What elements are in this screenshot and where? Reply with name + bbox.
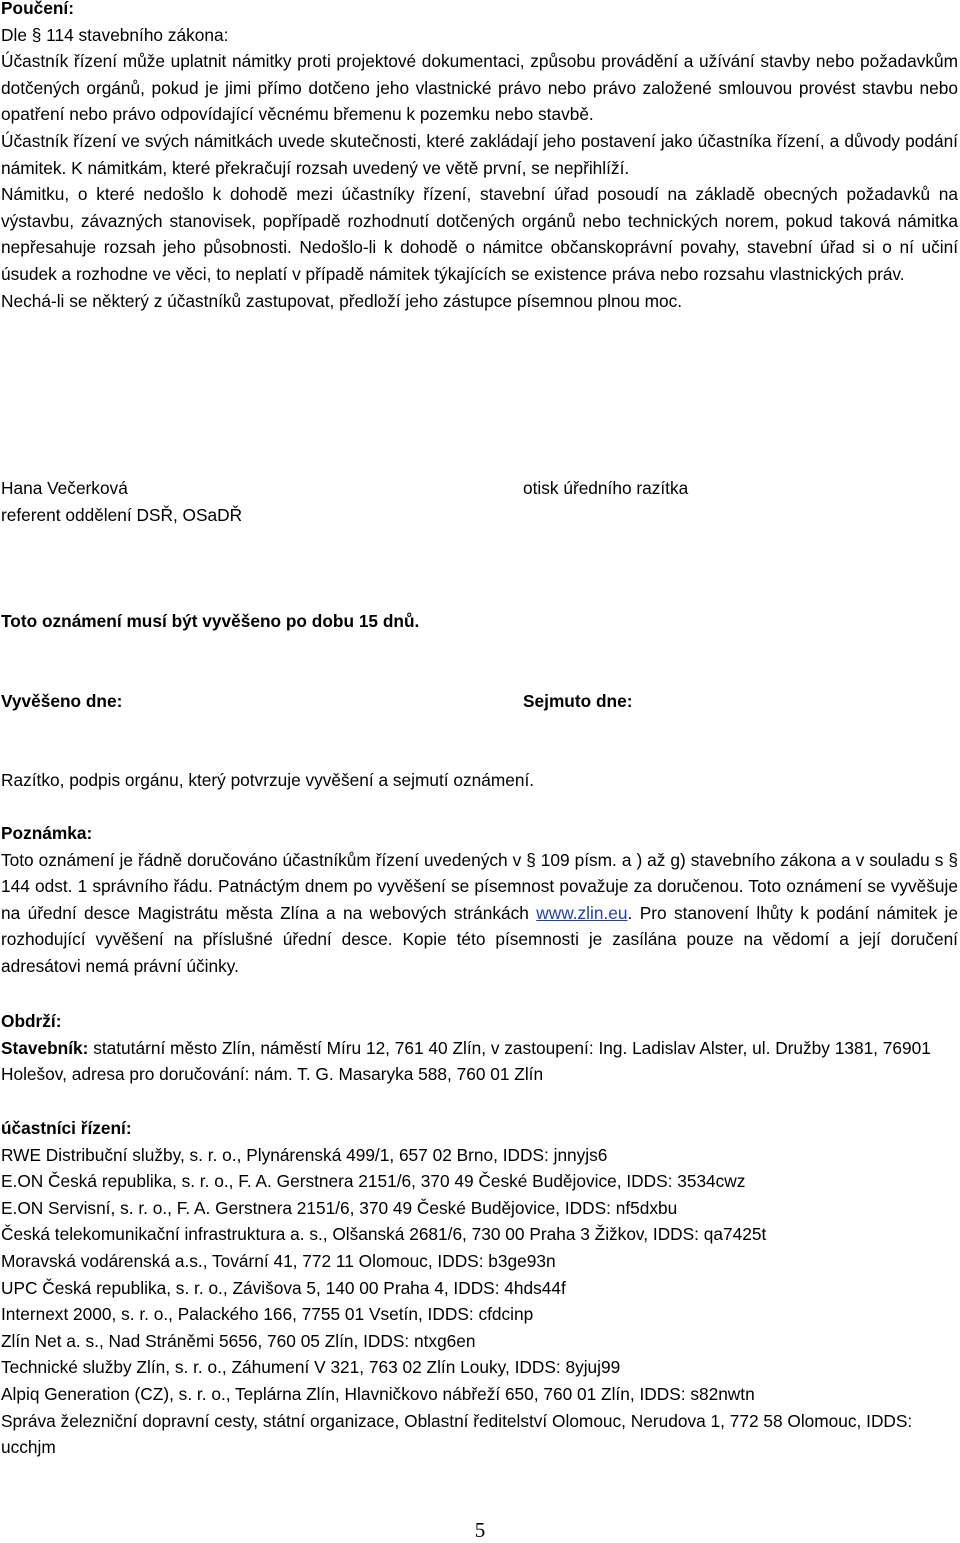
note-section: [1, 820, 958, 980]
signatory-role: referent oddělení DSŘ, OSaDŘ: [1, 504, 243, 525]
posting-duration-notice: Toto oznámení musí být vyvěšeno po dobu 15 dnů.: [1, 611, 420, 631]
builder-label: Stavebník:: [1, 1037, 89, 1058]
participant-item: Zlín Net a. s., Nad Stráněmi 5656, 760 05 Zlín, IDDS: ntxg6en: [1, 1330, 476, 1351]
recipients-section: [1, 1008, 958, 1088]
instructions-paragraph-2: Účastník řízení ve svých námitkách uvede skutečnosti, které zakládají jeho postavení jako účastníka řízení, a důvody podání námitek. K námitkám, které překračují rozsah uvedený ve větě první, se nepřihlíží.: [1, 130, 958, 178]
participant-item: UPC Česká republika, s. r. o., Závišova 5, 140 00 Praha 4, IDDS: 4hds44f: [1, 1277, 566, 1298]
law-reference: Dle § 114 stavebního zákona:: [1, 24, 229, 45]
stamp-note-block: [1, 767, 958, 794]
participants-section: [1, 1115, 958, 1461]
note-text-start: Toto oznámení je řádně doručováno účastníkům řízení uvedených v § 109 písm. a ) až g) stavebního zákona a v souladu s § 144 odst. 1 správního řádu. Patnáctým dnem po vyvěšení se písemnost považuje za doručenou. Toto oznámení se vyvěšuje na úřední desce Magistrátu města Zlína a na webových stránkách: [1, 849, 958, 923]
participant-item: Alpiq Generation (CZ), s. r. o., Teplárna Zlín, Hlavničkovo nábřeží 650, 760 01 Zlín, IDDS: s82nwtn: [1, 1383, 755, 1404]
note-heading: Poznámka:: [1, 823, 93, 843]
signatory-name: Hana Večerková: [1, 478, 128, 498]
participant-item: Správa železniční dopravní cesty, státní organizace, Oblastní ředitelství Olomouc, Nerudova 1, 772 58 Olomouc, IDDS: ucchjm: [1, 1410, 913, 1458]
website-link[interactable]: www.zlin.eu: [536, 902, 628, 923]
recipients-heading: Obdrží:: [1, 1011, 62, 1031]
instructions-paragraph-1: Účastník řízení může uplatnit námitky proti projektové dokumentaci, způsobu provádění a užívání stavby nebo požadavkům dotčených orgánů, pokud je jimi přímo dotčeno jeho vlastnické právo nebo právo založené smlouvou provést stavbu nebo opatření nebo právo odpovídající věcnému břemenu k pozemku nebo stavbě.: [1, 51, 958, 125]
removed-date-label: Sejmuto dne:: [523, 691, 633, 711]
participant-item: RWE Distribuční služby, s. r. o., Plynárenská 499/1, 657 02 Brno, IDDS: jnnyjs6: [1, 1144, 608, 1165]
participant-item: E.ON Česká republika, s. r. o., F. A. Gerstnera 2151/6, 370 49 České Budějovice, IDDS: 3534cwz: [1, 1171, 746, 1192]
participant-item: Internext 2000, s. r. o., Palackého 166, 7755 01 Vsetín, IDDS: cfdcinp: [1, 1304, 534, 1325]
signature-block: [1, 475, 958, 528]
note-text-end: . Pro stanovení lhůty k podání námitek je rozhodující vyvěšení na příslušné úřední desce. Kopie této písemnosti je zasílána pouze na vědomí a její doručení adresátovi nemá právní účinky.: [1, 902, 958, 976]
instructions-section: [1, 0, 958, 314]
participant-item: Moravská vodárenská a.s., Tovární 41, 772 11 Olomouc, IDDS: b3ge93n: [1, 1250, 556, 1271]
participant-item: Technické služby Zlín, s. r. o., Záhumení V 321, 763 02 Zlín Louky, IDDS: 8yjuj99: [1, 1357, 621, 1378]
page-number: 5: [474, 1518, 486, 1542]
builder-text: statutární město Zlín, náměstí Míru 12, 761 40 Zlín, v zastoupení: Ing. Ladislav Alster, ul. Družby 1381, 76901 Holešov, adresa pro doručování: nám. T. G. Masaryka 588, 760 01 Zlín: [1, 1037, 931, 1085]
note-text: [1, 847, 958, 980]
participant-item: E.ON Servisní, s. r. o., F. A. Gerstnera 2151/6, 370 49 České Budějovice, IDDS: nf5dxbu: [1, 1197, 678, 1218]
participant-item: Česká telekomunikační infrastruktura a. s., Olšanská 2681/6, 730 00 Praha 3 Žižkov, IDDS: qa7425t: [1, 1224, 767, 1245]
posting-notice: [1, 608, 958, 635]
builder-entry: [1, 1035, 958, 1088]
instructions-paragraph-3: Námitku, o které nedošlo k dohodě mezi účastníky řízení, stavební úřad posoudí na základě obecných požadavků na výstavbu, závazných stanovisek, popřípadě rozhodnutí dotčených orgánů nebo technických norem, pokud taková námitka nepřesahuje rozsah jeho působnosti. Nedošlo-li k dohodě o námitce občanskoprávní povahy, stavební úřad si o ní učiní úsudek a rozhodne ve věci, to neplatí v případě námitek týkajících se existence práva nebo rozsahu vlastnických práv.: [1, 184, 958, 284]
stamp-placeholder: otisk úředního razítka: [523, 478, 689, 498]
posted-date-label: Vyvěšeno dne:: [1, 691, 123, 711]
participants-heading: účastníci řízení:: [1, 1118, 132, 1138]
stamp-signature-note: Razítko, podpis orgánu, který potvrzuje vyvěšení a sejmutí oznámení.: [1, 770, 535, 790]
posting-dates: [1, 688, 958, 715]
instructions-heading: Poučení:: [1, 0, 74, 18]
instructions-paragraph-4: Nechá-li se některý z účastníků zastupovat, předloží jeho zástupce písemnou plnou moc.: [1, 290, 683, 311]
